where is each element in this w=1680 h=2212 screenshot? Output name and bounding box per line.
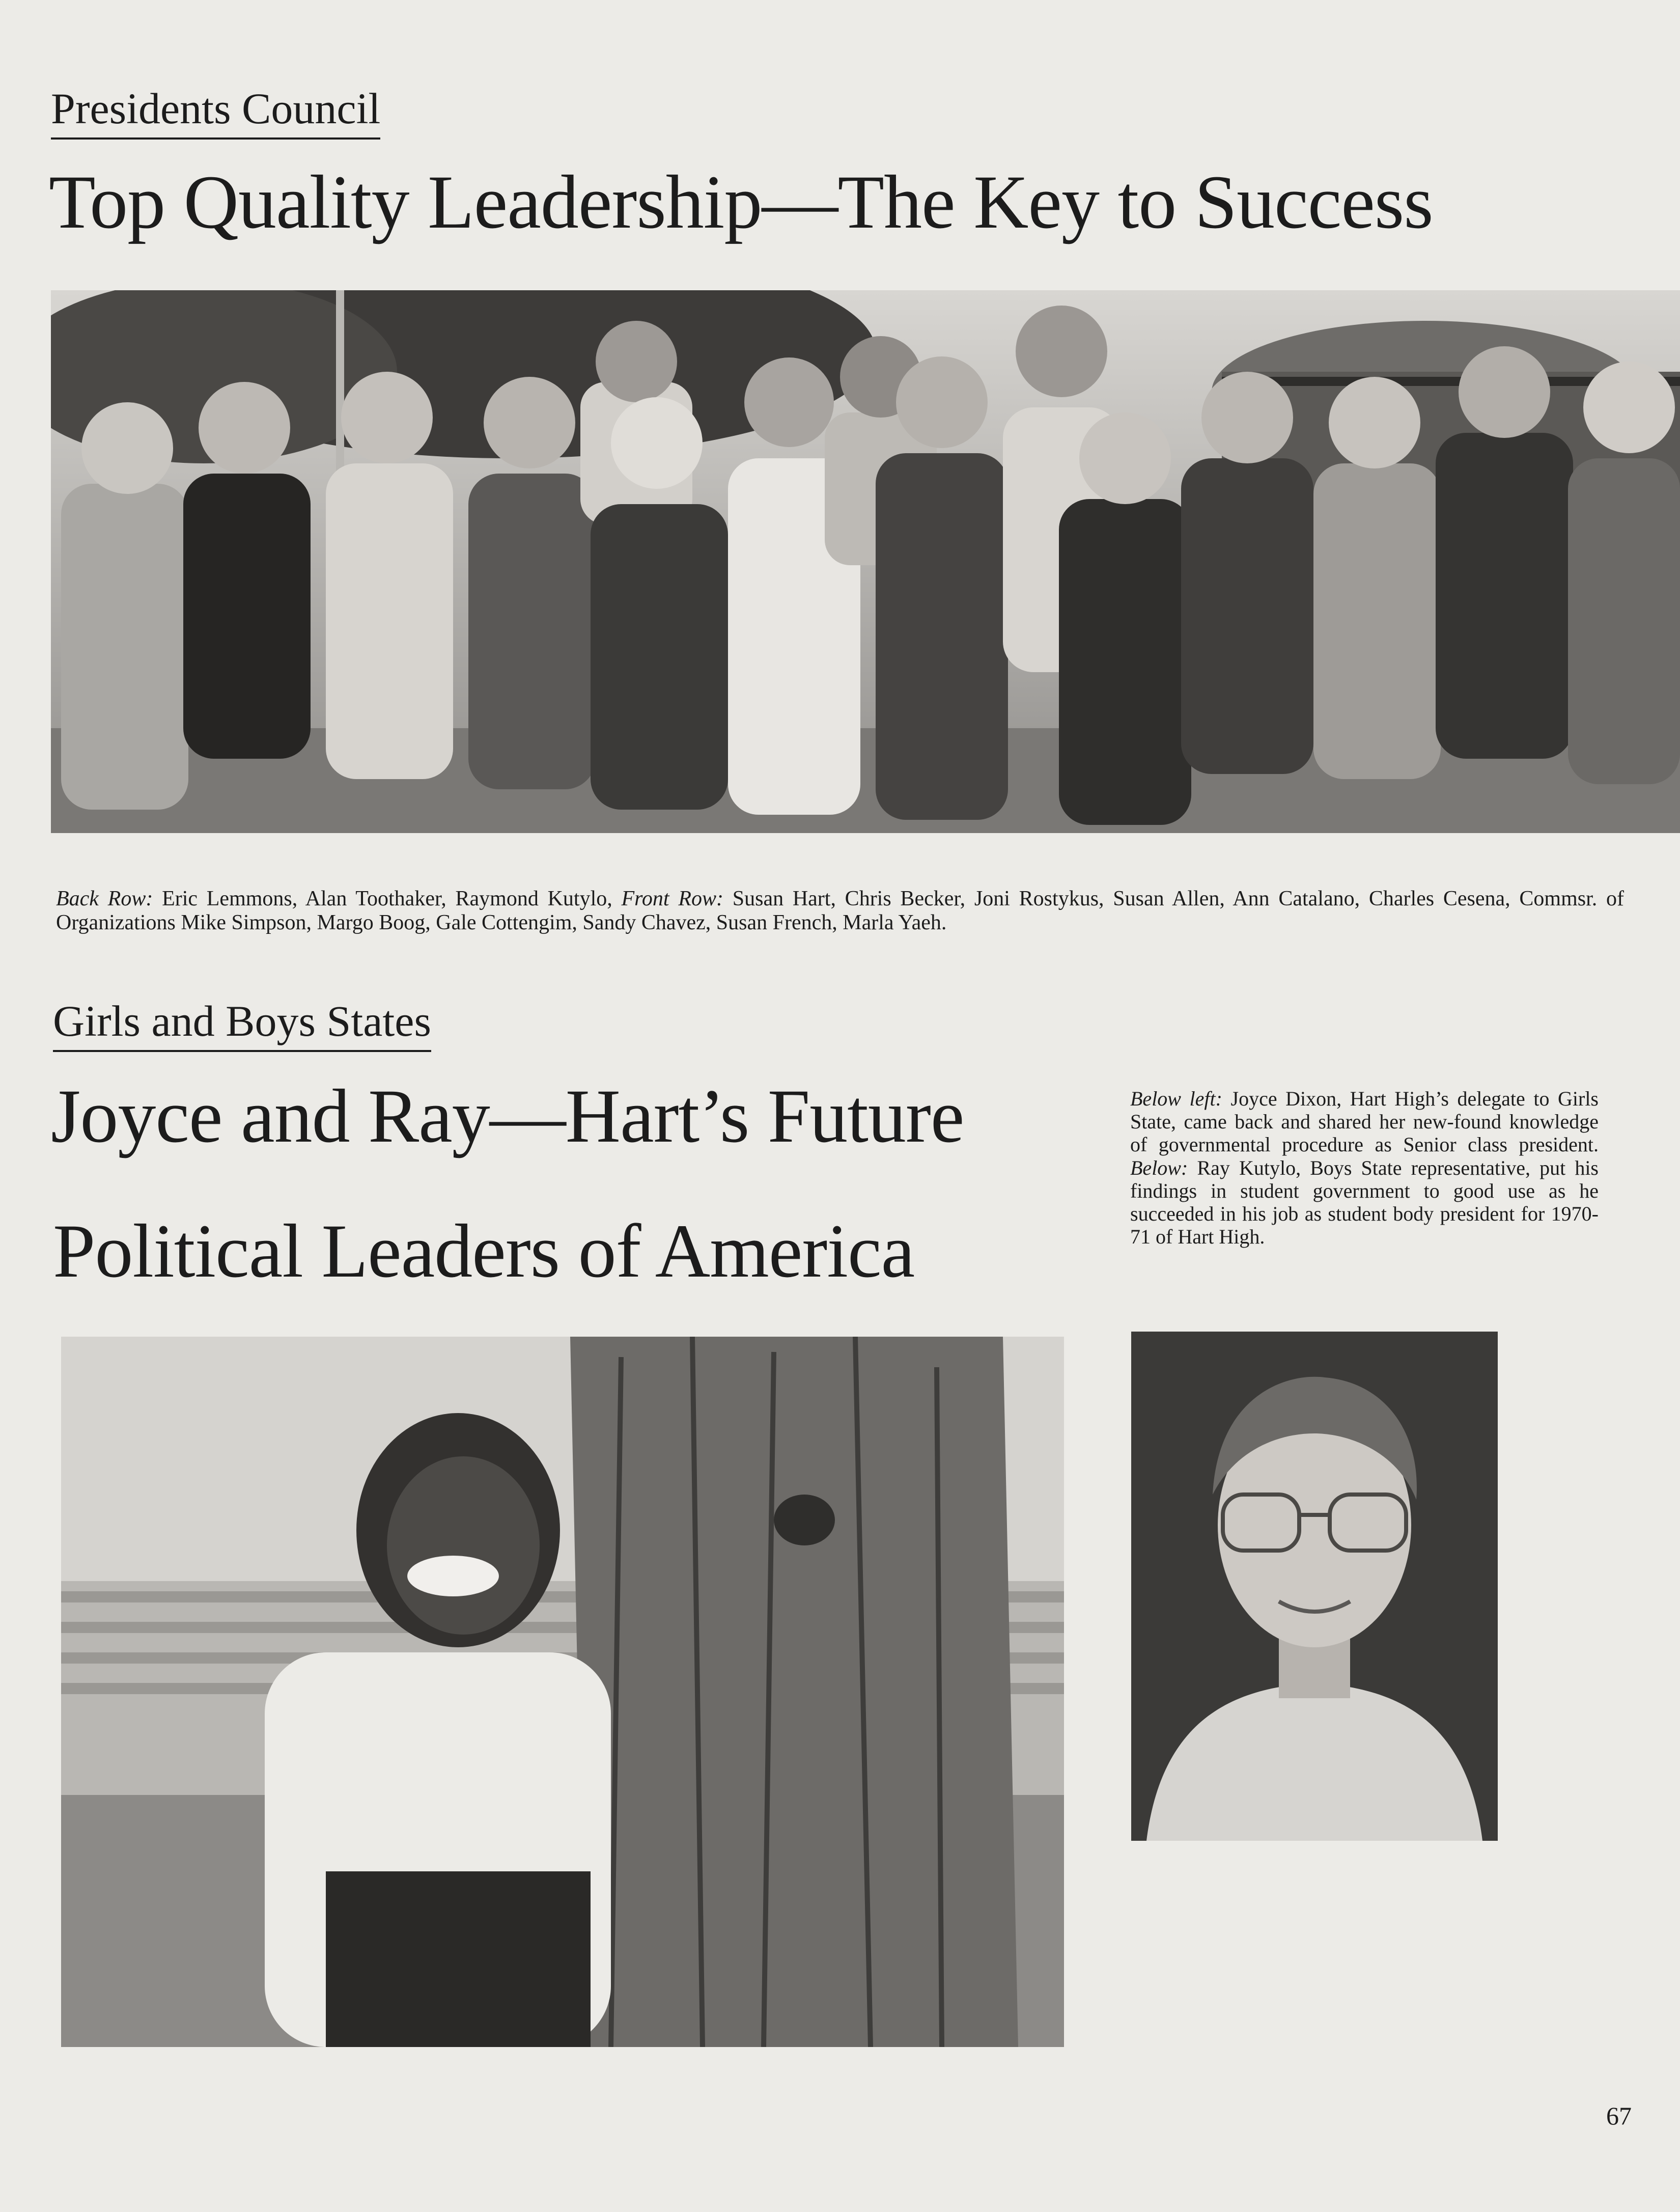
section-headline-line2: Political Leaders of America xyxy=(53,1209,915,1293)
caption-back-row-label: Back Row: xyxy=(56,887,153,910)
caption-below-left-label: Below left: xyxy=(1130,1087,1222,1110)
caption-ray-text: Ray Kutylo, Boys State representative, put his findings in student government to good use as he succeeded in his job as student body president for 1970-71 of Hart High. xyxy=(1130,1156,1599,1249)
states-caption xyxy=(1130,1087,1599,1248)
page-title: Top Quality Leadership—The Key to Success xyxy=(49,160,1433,244)
caption-joyce-text: Joyce Dixon, Hart High’s delegate to Girls State, came back and shared her new-found knowledge of governmental procedure as Senior class president. xyxy=(1130,1087,1599,1156)
caption-below-label: Below: xyxy=(1130,1156,1188,1179)
photo-ray-kutylo xyxy=(1131,1332,1498,1841)
section-headline-line1: Joyce and Ray—Hart’s Future xyxy=(51,1074,964,1158)
photo-joyce-dixon xyxy=(61,1337,1064,2047)
caption-front-row-label: Front Row: xyxy=(621,887,723,910)
group-photo-caption xyxy=(56,887,1624,935)
page-number: 67 xyxy=(1606,2102,1632,2130)
section-kicker-presidents-council: Presidents Council xyxy=(51,87,380,140)
caption-back-row-names: Eric Lemmons, Alan Toothaker, Raymond Kutylo, xyxy=(153,887,622,910)
group-photo-presidents-council xyxy=(51,290,1680,833)
caption-front-row-names: Susan Hart, Chris Becker, Joni Rostykus, Susan Allen, Ann Catalano, Charles Cesena, Commsr. of Organizations Mike Simpson, Margo Boog, Gale Cottengim, Sandy Chavez, Susan French, Marla Yaeh. xyxy=(56,887,1625,935)
section-kicker-girls-boys-states: Girls and Boys States xyxy=(53,999,431,1052)
